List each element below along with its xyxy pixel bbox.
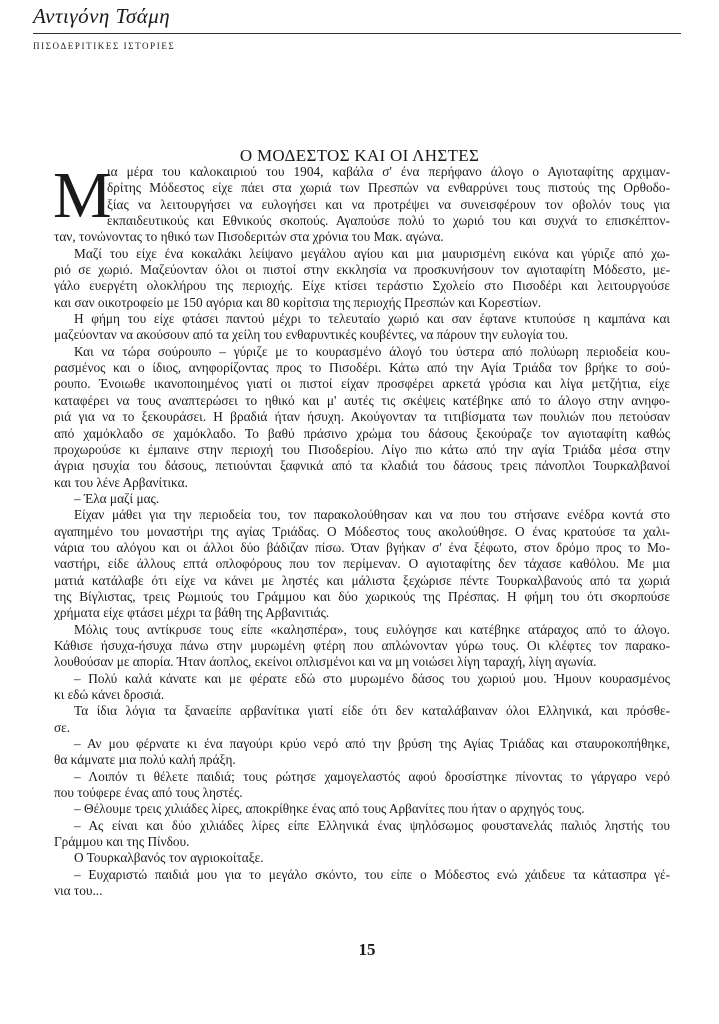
text-line: Η φήμη του είχε φτάσει παντού μέχρι το τελευταίο χωριό και σαν έφτανε κτυπούσε η καμπάνα και	[74, 311, 670, 327]
text-line: – Πολύ καλά κάνατε και με φέρατε εδώ στο μυρωμένο δάσος του χωριού μου. Ήμουν κουρασμένος	[74, 670, 670, 686]
text-line: – Αν μου φέρνατε κι ένα παγούρι κρύο νερό από την βρύση της Αγίας Τριάδας και σταυροκοπήθηκε,	[74, 736, 670, 752]
text-line: Και να τώρα σούρουπο – γύριζε με το κουρασμένο άλογό του ύστερα από πολύωρη περιοδεία κου-	[74, 343, 670, 359]
text-line: της Βίγλιστας, τρεις Ρωμιούς του Γράμμου και δύο χωρικούς της Πρέσπας. Η φήμη του ότι σκορπούσε	[54, 588, 670, 604]
text-line: νια του...	[54, 883, 103, 899]
text-line: γάλο ευεργέτη ολοκλήρου της περιοχής. Είχε κτίσει τεράστιο Σχολείο στο Πισοδέρι και λειτουργούσε	[54, 278, 670, 294]
author-name: Αντιγόνη Τσάμη	[33, 4, 171, 28]
text-line: ρασμένος και ο ίδιος, ανηφορίζοντας προς το Πισοδέρι. Κάτω από την Αγία Τριάδα τον βρήκε το σού-	[54, 360, 670, 376]
paragraph	[54, 311, 670, 344]
text-line: αγαπημένο του μοναστήρι της αγίας Τριάδας. Ο Μόδεστος τους ακολούθησε. Ο ένας κρατούσε τα χαλι-	[54, 523, 670, 539]
text-line: ματιά κατάλαβε ότι είχε να κάνει με ληστές και μάλιστα ξεχώρισε πέντε Τουρκαλβανούς από τα χωριά	[54, 572, 670, 588]
text-line: που τούφερε ένας από τους ληστές.	[54, 785, 243, 801]
paragraph	[54, 736, 670, 769]
paragraph	[54, 850, 670, 866]
text-line: – Θέλουμε τρεις χιλιάδες λίρες, αποκρίθηκε ένας από τους Αρβανίτες που ήταν ο αρχηγός τους.	[74, 801, 585, 817]
text-line: Κάθισε ήσυχα-ήσυχα πάνω στην μυρωμένη φτέρη που απλώνονταν γύρω τους. Οι κλέφτες τον παρακο-	[54, 637, 670, 653]
text-line: μαζεύονταν να ακούσουν από τα χείλη του ενθαρυντικές κουβέντες, να πάρουν την ευλογία του.	[54, 327, 569, 343]
text-line: χρήματα είχε φτάσει μέχρι τα βάθη της Αρβανιτιάς.	[54, 605, 330, 621]
page-number: 15	[358, 940, 376, 959]
text-line: και του λένε Αρβανίτικα.	[54, 474, 188, 490]
text-line: Μαζί του είχε ένα κοκαλάκι λείψανο μεγάλου αγίου και μια μαυρισμένη εικόνα και γύριζε από χω-	[74, 245, 670, 261]
header-rule	[33, 33, 681, 34]
text-line: εκπαιδευτικούς και Εθνικούς σκοπούς. Αγαπούσε πολύ το χωριό του και συχνά το επισκέπτον-	[107, 213, 670, 229]
text-line: σε.	[54, 719, 71, 735]
text-line: ταν, τονώνοντας το ηθικό των Πισοδεριτών στα χρόνια του Μακ. αγώνα.	[54, 229, 444, 245]
paragraph	[54, 801, 670, 817]
chapter-title: Ο ΜΟΔΕΣΤΟΣ ΚΑΙ ΟΙ ΛΗΣΤΕΣ	[239, 146, 480, 165]
text-line: άγρια ησυχία του δάσους, πετιούνται ξαφνικά από τα κλαδιά του δάσους τρεις πάνοπλοι Τουρκαλβανοί	[54, 458, 670, 474]
paragraph	[54, 703, 670, 736]
text-line: – Λοιπόν τι θέλετε παιδιά; τους ρώτησε χαμογελαστός αφού δροσίστηκε πίνοντας το γάργαρο νερό	[74, 768, 670, 784]
text-line: Τα ίδια λόγια τα ξαναείπε αρβανίτικα γιατί είδε ότι δεν καταλάβαιναν όλοι Ελληνικά, και πρόσθε-	[74, 703, 670, 719]
paragraph	[54, 344, 670, 491]
text-line: ριό σε χωριό. Μαζεύονταν όλοι οι πιστοί στην εκκλησία να προσκυνήσουν τον αγιοταφίτη Μόδεστο, με-	[54, 262, 670, 278]
chapter-body	[53, 159, 670, 899]
text-line: καταφέρει να τους αναπτερώσει το ηθικό και μ' αυτές τις σκέψεις κατέβηκε από το άλογο στην ανηφο-	[54, 392, 670, 408]
text-line: Είχαν μάθει για την περιοδεία του, τον παρακολούθησαν και να που του στήσανε ενέδρα κοντά στο	[74, 507, 670, 523]
text-line: Μόλις τους αντίκρυσε τους είπε «καλησπέρα», τους ευλόγησε και κατέβηκε ατάραχος από το άλογο.	[74, 621, 670, 637]
text-line: Γράμμου και της Πίνδου.	[54, 834, 190, 850]
text-line: – Έλα μαζί μας.	[74, 490, 160, 506]
paragraph	[54, 507, 670, 621]
text-line: προχωρούσε κι έμπαινε στην περιοχή του Πισοδερίου. Λίγο πιο κάτω από την αγία Τριάδα μέσα στην	[54, 441, 670, 457]
text-line: ξίας να λειτουργήσει να ευλογήσει και να προτρέψει να συνεισφέρουν τον οβολόν τους για	[107, 196, 670, 212]
text-line: Ο Τουρκαλβανός τον αγριοκοίταξε.	[74, 850, 264, 866]
text-line: λουθούσαν με απορία. Ήταν άοπλος, εκείνοι οπλισμένοι και να μη νοιώσει λίγη ταραχή, λίγη αγωνία.	[54, 654, 597, 670]
paragraph	[54, 867, 670, 900]
paragraph	[54, 246, 670, 311]
text-line: – Ας είναι και δύο χιλιάδες λίρες είπε Ελληνικά ένας ψηλόσωμος φουστανελάς παλιός ληστής του	[74, 817, 670, 833]
text-line: ναστήρι, είδε άλλους επτά οπλοφόρους που τον περίμεναν. Ο αγιοταφίτης δεν τάχασε καθόλου. Με μια	[54, 556, 670, 572]
series-title: ΠΙΣΟΔΕΡΙΤΙΚΕΣ ΙΣΤΟΡΙΕΣ	[33, 41, 176, 51]
text-line: – Ευχαριστώ παιδιά μου για το μεγάλο σκόντο, του είπε ο Μόδεστος ενώ χάιδευε τα κάτασπρα γέ-	[74, 866, 670, 882]
drop-cap: Μ	[53, 159, 112, 232]
paragraph	[53, 159, 670, 246]
text-line: δρίτης Μόδεστος είχε πάει στα χωριά των Πρεσπών να ενθαρρύνει τους πιστούς της Ορθοδο-	[107, 180, 670, 196]
paragraph	[54, 818, 670, 851]
text-line: και σαν οικοτροφείο με 150 αγόρια και 80 κορίτσια της περιοχής Πρεσπών και Κορεστίων.	[54, 294, 542, 310]
paragraph	[54, 491, 670, 507]
text-line: θα κάμνατε μια πολύ καλή πράξη.	[54, 752, 236, 768]
text-line: ρουπο. Ένοιωθε ικανοποιημένος γιατί οι πιστοί είχαν προσφέρει αρκετά γρόσια και λίγα μετζήτια, είχε	[54, 376, 670, 392]
text-line: ριά για να το ξεκουράσει. Η βραδιά ήταν ήσυχη. Ακούγονταν τα τιτιβίσματα των πουλιών που πετούσαν	[54, 409, 670, 425]
paragraph	[54, 769, 670, 802]
paragraph	[54, 622, 670, 671]
paragraph	[54, 671, 670, 704]
text-line: νάρια του αλόγου και οι άλλοι δύο βάδιζαν πίσω. Όταν βγήκαν σ' ένα ξέφωτο, στον δρόμο προς το Μο-	[54, 539, 670, 555]
text-line: από χαμόκλαδο σε χαμόκλαδο. Το βαθύ πράσινο χρώμα του δάσους ξεκούραζε τον αγιοταφίτη καθώς	[54, 425, 670, 441]
text-line: κι εδώ κάνει δροσιά.	[54, 687, 165, 702]
text-line: ια μέρα του καλοκαιριού του 1904, καβάλα σ' ένα περήφανο άλογο ο Αγιοταφίτης αρχιμαν-	[107, 164, 670, 179]
